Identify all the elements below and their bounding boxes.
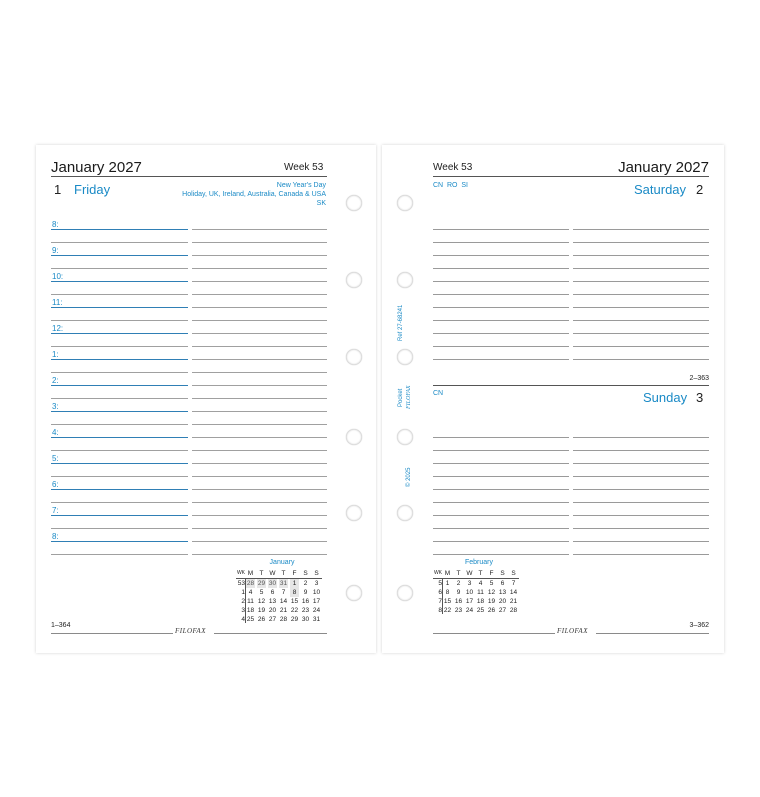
ruled-line: [573, 437, 709, 438]
ruled-line: [51, 502, 188, 503]
week-number: 3: [241, 607, 245, 614]
ruled-line: [51, 463, 188, 464]
calendar-date: 26: [257, 616, 266, 623]
week-col-header: WK: [236, 570, 245, 576]
calendar-date: 4: [248, 589, 253, 596]
ruled-line: [573, 346, 709, 347]
calendar-date: 29: [257, 580, 266, 587]
ruled-line: [192, 359, 327, 360]
ruled-line: [192, 489, 327, 490]
ruled-line: [573, 450, 709, 451]
week-number: 2: [241, 598, 245, 605]
hour-label: 3:: [52, 402, 59, 411]
ring-hole: [397, 585, 413, 601]
month-year-title: January 2027: [618, 159, 709, 176]
ruled-line: [433, 333, 569, 334]
ruled-line: [51, 229, 188, 230]
ruled-line: [433, 502, 569, 503]
ruled-line: [51, 385, 188, 386]
ruled-line: [573, 229, 709, 230]
calendar-date: 10: [312, 589, 321, 596]
ruled-line: [51, 255, 188, 256]
margin-copyright: © 2025: [406, 467, 412, 487]
week-number: 6: [438, 589, 442, 596]
ruled-line: [573, 489, 709, 490]
ruled-line: [51, 476, 188, 477]
ruled-line: [51, 281, 188, 282]
week-number: 5: [438, 580, 442, 587]
ruled-line: [433, 489, 569, 490]
calendar-date: 25: [476, 607, 485, 614]
calendar-date: 16: [454, 598, 463, 605]
ruled-line: [51, 398, 188, 399]
calendar-date: 31: [279, 580, 288, 587]
ruled-line: [573, 359, 709, 360]
ring-hole: [397, 429, 413, 445]
ring-hole: [397, 195, 413, 211]
calendar-date: 13: [268, 598, 277, 605]
ruled-line: [433, 307, 569, 308]
calendar-date: 13: [498, 589, 507, 596]
calendar-date: 23: [301, 607, 310, 614]
weekday-header: S: [500, 570, 505, 577]
hour-label: 5:: [52, 454, 59, 463]
ruled-line: [433, 281, 569, 282]
filofax-logo: FILOFAX: [175, 627, 206, 635]
ring-hole: [397, 272, 413, 288]
week-number: 4: [241, 616, 245, 623]
ruled-line: [433, 476, 569, 477]
ring-hole: [397, 349, 413, 365]
ring-hole: [397, 505, 413, 521]
weekday-header: S: [303, 570, 308, 577]
calendar-date: 3: [314, 580, 319, 587]
ruled-line: [192, 346, 327, 347]
calendar-date: 11: [247, 598, 254, 605]
weekday-header: T: [478, 570, 483, 577]
ruled-line: [51, 268, 188, 269]
calendar-date: 27: [498, 607, 507, 614]
calendar-date: 5: [489, 580, 494, 587]
week-label: Week 53: [433, 162, 473, 173]
calendar-date: 21: [509, 598, 518, 605]
ruled-line: [192, 437, 327, 438]
calendar-date: 7: [511, 580, 516, 587]
ruled-line: [573, 463, 709, 464]
ruled-line: [51, 424, 188, 425]
ruled-line: [51, 307, 188, 308]
filofax-logo: FILOFAX: [557, 627, 588, 635]
calendar-date: 8: [445, 589, 450, 596]
ruled-line: [433, 255, 569, 256]
weekday-header: S: [314, 570, 319, 577]
calendar-date: 20: [268, 607, 277, 614]
ruled-line: [192, 294, 327, 295]
header-rule: [51, 176, 327, 177]
page-code: 1–364: [51, 622, 71, 629]
week-number: 1: [241, 589, 245, 596]
weekday-header: T: [281, 570, 286, 577]
page-code: 3–362: [689, 622, 709, 629]
ruled-line: [433, 528, 569, 529]
calendar-date: 6: [500, 580, 505, 587]
weekday-header: M: [444, 570, 451, 577]
hour-label: 10:: [52, 272, 64, 281]
right-page: [382, 145, 724, 653]
ruled-line: [573, 307, 709, 308]
calendar-date: 12: [487, 589, 496, 596]
ruled-line: [51, 528, 188, 529]
hour-label: 4:: [52, 428, 59, 437]
hour-label: 6:: [52, 480, 59, 489]
ruled-line: [192, 333, 327, 334]
ring-hole: [346, 195, 362, 211]
hour-label: 1:: [52, 350, 59, 359]
calendar-date: 18: [476, 598, 485, 605]
ruled-line: [51, 346, 188, 347]
ring-hole: [346, 349, 362, 365]
ruled-line: [51, 320, 188, 321]
calendar-date: 9: [303, 589, 308, 596]
calendar-date: 21: [279, 607, 288, 614]
mini-calendar-february: [433, 559, 525, 614]
mini-calendar-title: February: [464, 559, 493, 566]
day-divider-rule: [433, 385, 709, 386]
calendar-date: 25: [246, 616, 255, 623]
calendar-date: 28: [246, 580, 255, 587]
calendar-date: 24: [465, 607, 474, 614]
ruled-line: [51, 515, 188, 516]
calendar-date: 27: [268, 616, 277, 623]
ruled-line: [573, 541, 709, 542]
hour-label: 7:: [52, 506, 59, 515]
margin-ref: Ref 27-68241: [398, 304, 404, 341]
ruled-line: [573, 333, 709, 334]
hour-label: 11:: [52, 298, 63, 307]
ruled-line: [192, 398, 327, 399]
calendar-date: 1: [290, 579, 299, 588]
weekday-header: T: [259, 570, 264, 577]
ruled-line: [433, 554, 569, 555]
ruled-line: [192, 463, 327, 464]
calendar-date: 5: [259, 589, 264, 596]
saturday-codes: CN RO SI: [433, 182, 469, 189]
weekday-header: W: [269, 570, 276, 577]
ruled-line: [51, 359, 188, 360]
calendar-date: 2: [456, 580, 461, 587]
ruled-line: [433, 268, 569, 269]
left-page: [36, 145, 376, 653]
ruled-line: [192, 450, 327, 451]
ruled-line: [192, 229, 327, 230]
ruled-line: [433, 541, 569, 542]
calendar-date: 20: [498, 598, 507, 605]
calendar-date: 28: [279, 616, 288, 623]
hour-label: 2:: [52, 376, 59, 385]
calendar-date: 28: [509, 607, 518, 614]
header-rule: [433, 176, 709, 177]
ruled-line: [192, 515, 327, 516]
ruled-line: [433, 437, 569, 438]
calendar-date: 23: [454, 607, 463, 614]
calendar-date: 10: [465, 589, 474, 596]
holiday-title: New Year's Day: [276, 182, 326, 189]
calendar-date: 24: [312, 607, 321, 614]
calendar-date: 15: [290, 598, 299, 605]
weekday-header: T: [456, 570, 461, 577]
calendar-date: 8: [290, 588, 299, 597]
ruled-line: [433, 242, 569, 243]
ring-hole: [346, 429, 362, 445]
ruled-line: [51, 294, 188, 295]
ruled-line: [192, 541, 327, 542]
ruled-line: [573, 515, 709, 516]
page-code-mid: 2–363: [689, 375, 709, 382]
ruled-line: [192, 281, 327, 282]
ruled-line: [433, 320, 569, 321]
calendar-date: 17: [465, 598, 474, 605]
ruled-line: [573, 502, 709, 503]
calendar-date: 12: [257, 598, 266, 605]
footer-rule-left: [51, 633, 173, 634]
hour-label: 9:: [52, 246, 59, 255]
weekday-header: W: [466, 570, 473, 577]
calendar-date: 2: [303, 580, 308, 587]
sunday-codes: CN: [433, 390, 444, 397]
calendar-date: 22: [443, 607, 452, 614]
ruled-line: [433, 294, 569, 295]
margin-size: Pocket: [398, 388, 404, 407]
ruled-line: [192, 476, 327, 477]
calendar-date: 15: [443, 598, 452, 605]
calendar-date: 31: [312, 616, 321, 623]
calendar-date: 22: [290, 607, 299, 614]
ruled-line: [192, 372, 327, 373]
ruled-line: [192, 424, 327, 425]
ruled-line: [192, 554, 327, 555]
ruled-line: [573, 268, 709, 269]
calendar-date: 14: [279, 598, 288, 605]
ruled-line: [433, 346, 569, 347]
week-number: 7: [438, 598, 442, 605]
holiday-detail: Holiday, UK, Ireland, Australia, Canada & USA: [182, 191, 326, 198]
mini-calendar-title: January: [269, 559, 295, 566]
ruled-line: [573, 528, 709, 529]
ruled-line: [192, 242, 327, 243]
sunday-name: Sunday: [643, 390, 688, 405]
calendar-date: 4: [478, 580, 483, 587]
ruled-line: [51, 437, 188, 438]
calendar-date: 30: [301, 616, 310, 623]
hour-label: 8:: [52, 220, 59, 229]
ruled-line: [433, 515, 569, 516]
calendar-date: 7: [281, 589, 286, 596]
ruled-line: [51, 372, 188, 373]
hour-label: 12:: [52, 324, 64, 333]
ruled-line: [192, 502, 327, 503]
week-number: 53: [237, 580, 245, 587]
saturday-name: Saturday: [634, 182, 687, 197]
calendar-date: 16: [301, 598, 310, 605]
name-day-code: SK: [316, 200, 326, 207]
sunday-number: 3: [696, 390, 704, 405]
week-number: 8: [438, 607, 442, 614]
calendar-date: 3: [467, 580, 472, 587]
calendar-date: 17: [312, 598, 321, 605]
calendar-date: 11: [477, 589, 484, 596]
weekday-header: S: [511, 570, 516, 577]
calendar-date: 29: [290, 616, 299, 623]
ring-hole: [346, 272, 362, 288]
ruled-line: [573, 476, 709, 477]
month-year-title: January 2027: [51, 159, 142, 176]
ruled-line: [51, 411, 188, 412]
ruled-line: [192, 528, 327, 529]
ruled-line: [433, 463, 569, 464]
ruled-line: [51, 450, 188, 451]
footer-rule-left: [433, 633, 555, 634]
ruled-line: [192, 255, 327, 256]
ruled-line: [192, 385, 327, 386]
day-number: 1: [54, 182, 62, 197]
ruled-line: [51, 333, 188, 334]
ruled-line: [573, 255, 709, 256]
calendar-date: 30: [268, 580, 277, 587]
ring-hole: [346, 505, 362, 521]
calendar-date: 1: [445, 580, 450, 587]
margin-brand: FILOFAX: [406, 385, 412, 409]
calendar-date: 18: [246, 607, 255, 614]
calendar-date: 9: [456, 589, 461, 596]
week-label: Week 53: [284, 162, 324, 173]
ruled-line: [573, 320, 709, 321]
ruled-line: [433, 229, 569, 230]
calendar-date: 14: [509, 589, 518, 596]
ring-hole: [346, 585, 362, 601]
calendar-date: 26: [487, 607, 496, 614]
weekday-header: F: [489, 570, 494, 577]
footer-rule-right: [214, 633, 327, 634]
weekday-header: F: [292, 570, 297, 577]
ruled-line: [192, 268, 327, 269]
ruled-line: [573, 242, 709, 243]
ruled-line: [573, 281, 709, 282]
saturday-number: 2: [696, 182, 704, 197]
ruled-line: [192, 320, 327, 321]
ruled-line: [192, 411, 327, 412]
calendar-date: 19: [257, 607, 266, 614]
weekday-header: M: [247, 570, 254, 577]
ruled-line: [51, 541, 188, 542]
calendar-date: 19: [487, 598, 496, 605]
ruled-line: [433, 359, 569, 360]
footer-rule-right: [596, 633, 709, 634]
ruled-line: [51, 489, 188, 490]
calendar-date: 6: [270, 589, 275, 596]
ruled-line: [573, 294, 709, 295]
day-name: Friday: [74, 182, 111, 197]
ruled-line: [192, 307, 327, 308]
mini-calendar-january: [236, 559, 328, 623]
week-col-header: WK: [433, 570, 442, 576]
hour-label: 8:: [52, 532, 59, 541]
ruled-line: [433, 450, 569, 451]
ruled-line: [51, 554, 188, 555]
ruled-line: [573, 554, 709, 555]
ruled-line: [51, 242, 188, 243]
